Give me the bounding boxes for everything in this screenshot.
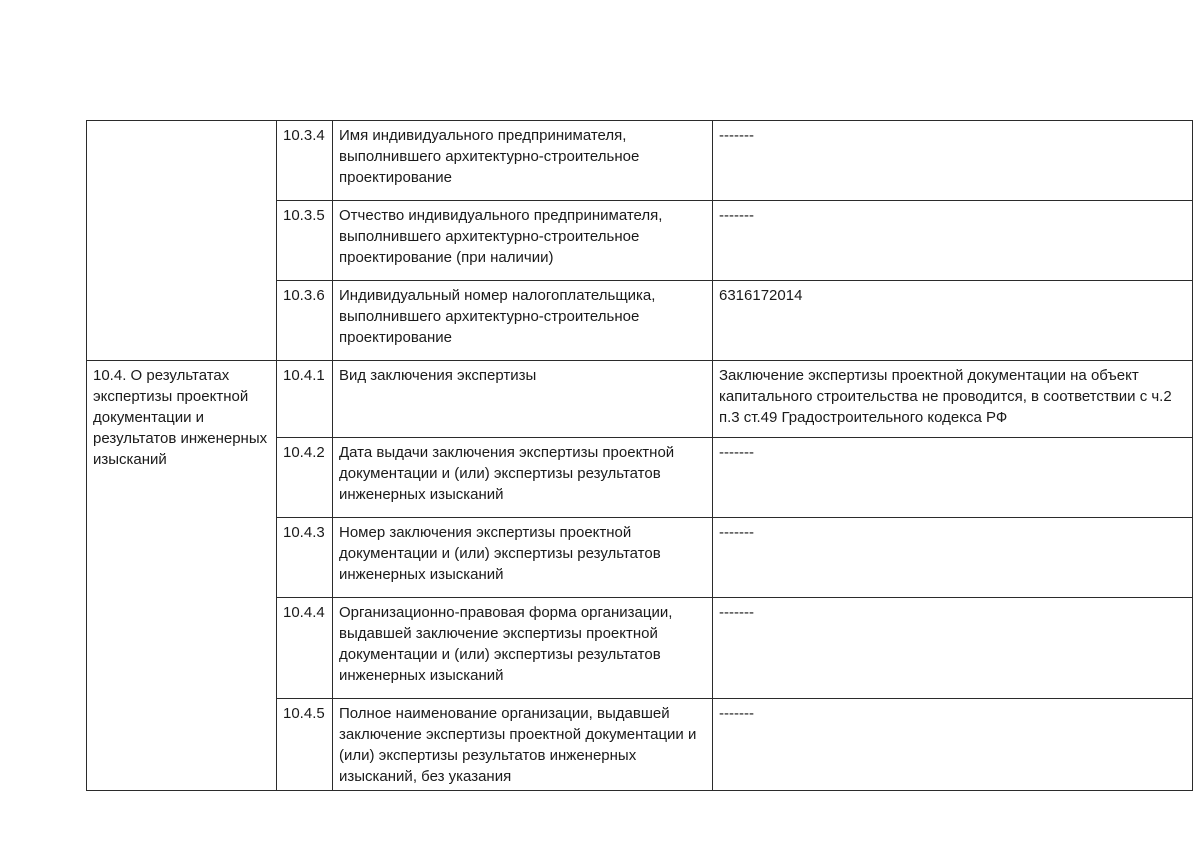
row-value: ------- xyxy=(713,598,1193,699)
row-number: 10.4.3 xyxy=(277,518,333,598)
row-value: Заключение экспертизы проектной документации на объект капитального строительства не проводится, в соответствии с ч.2 п.3 ст.49 Градостроительного кодекса РФ xyxy=(713,361,1193,438)
row-name: Индивидуальный номер налогоплательщика, выполнившего архитектурно-строительное проектирование xyxy=(333,281,713,361)
table-row xyxy=(87,361,1193,438)
row-value: ------- xyxy=(713,438,1193,518)
row-number: 10.4.1 xyxy=(277,361,333,438)
row-name: Организационно-правовая форма организации, выдавшей заключение экспертизы проектной документации и (или) экспертизы результатов инженерных изысканий xyxy=(333,598,713,699)
section-title: 10.4. О результатах экспертизы проектной документации и результатов инженерных изысканий xyxy=(87,361,277,791)
row-value: ------- xyxy=(713,201,1193,281)
row-name: Дата выдачи заключения экспертизы проектной документации и (или) экспертизы результатов инженерных изысканий xyxy=(333,438,713,518)
row-value: ------- xyxy=(713,699,1193,791)
row-number: 10.4.4 xyxy=(277,598,333,699)
row-number: 10.3.5 xyxy=(277,201,333,281)
row-name: Имя индивидуального предпринимателя, выполнившего архитектурно-строительное проектирование xyxy=(333,121,713,201)
row-name: Полное наименование организации, выдавшей заключение экспертизы проектной документации и (или) экспертизы результатов инженерных изысканий, без указания xyxy=(333,699,713,791)
row-number: 10.3.4 xyxy=(277,121,333,201)
row-value: 6316172014 xyxy=(713,281,1193,361)
row-name: Номер заключения экспертизы проектной документации и (или) экспертизы результатов инженерных изысканий xyxy=(333,518,713,598)
section-cell-empty xyxy=(87,121,277,361)
row-value: ------- xyxy=(713,121,1193,201)
row-name: Отчество индивидуального предпринимателя, выполнившего архитектурно-строительное проектирование (при наличии) xyxy=(333,201,713,281)
table-row xyxy=(87,121,1193,201)
disclosure-table xyxy=(86,120,1193,791)
row-value: ------- xyxy=(713,518,1193,598)
row-name: Вид заключения экспертизы xyxy=(333,361,713,438)
row-number: 10.3.6 xyxy=(277,281,333,361)
row-number: 10.4.5 xyxy=(277,699,333,791)
row-number: 10.4.2 xyxy=(277,438,333,518)
